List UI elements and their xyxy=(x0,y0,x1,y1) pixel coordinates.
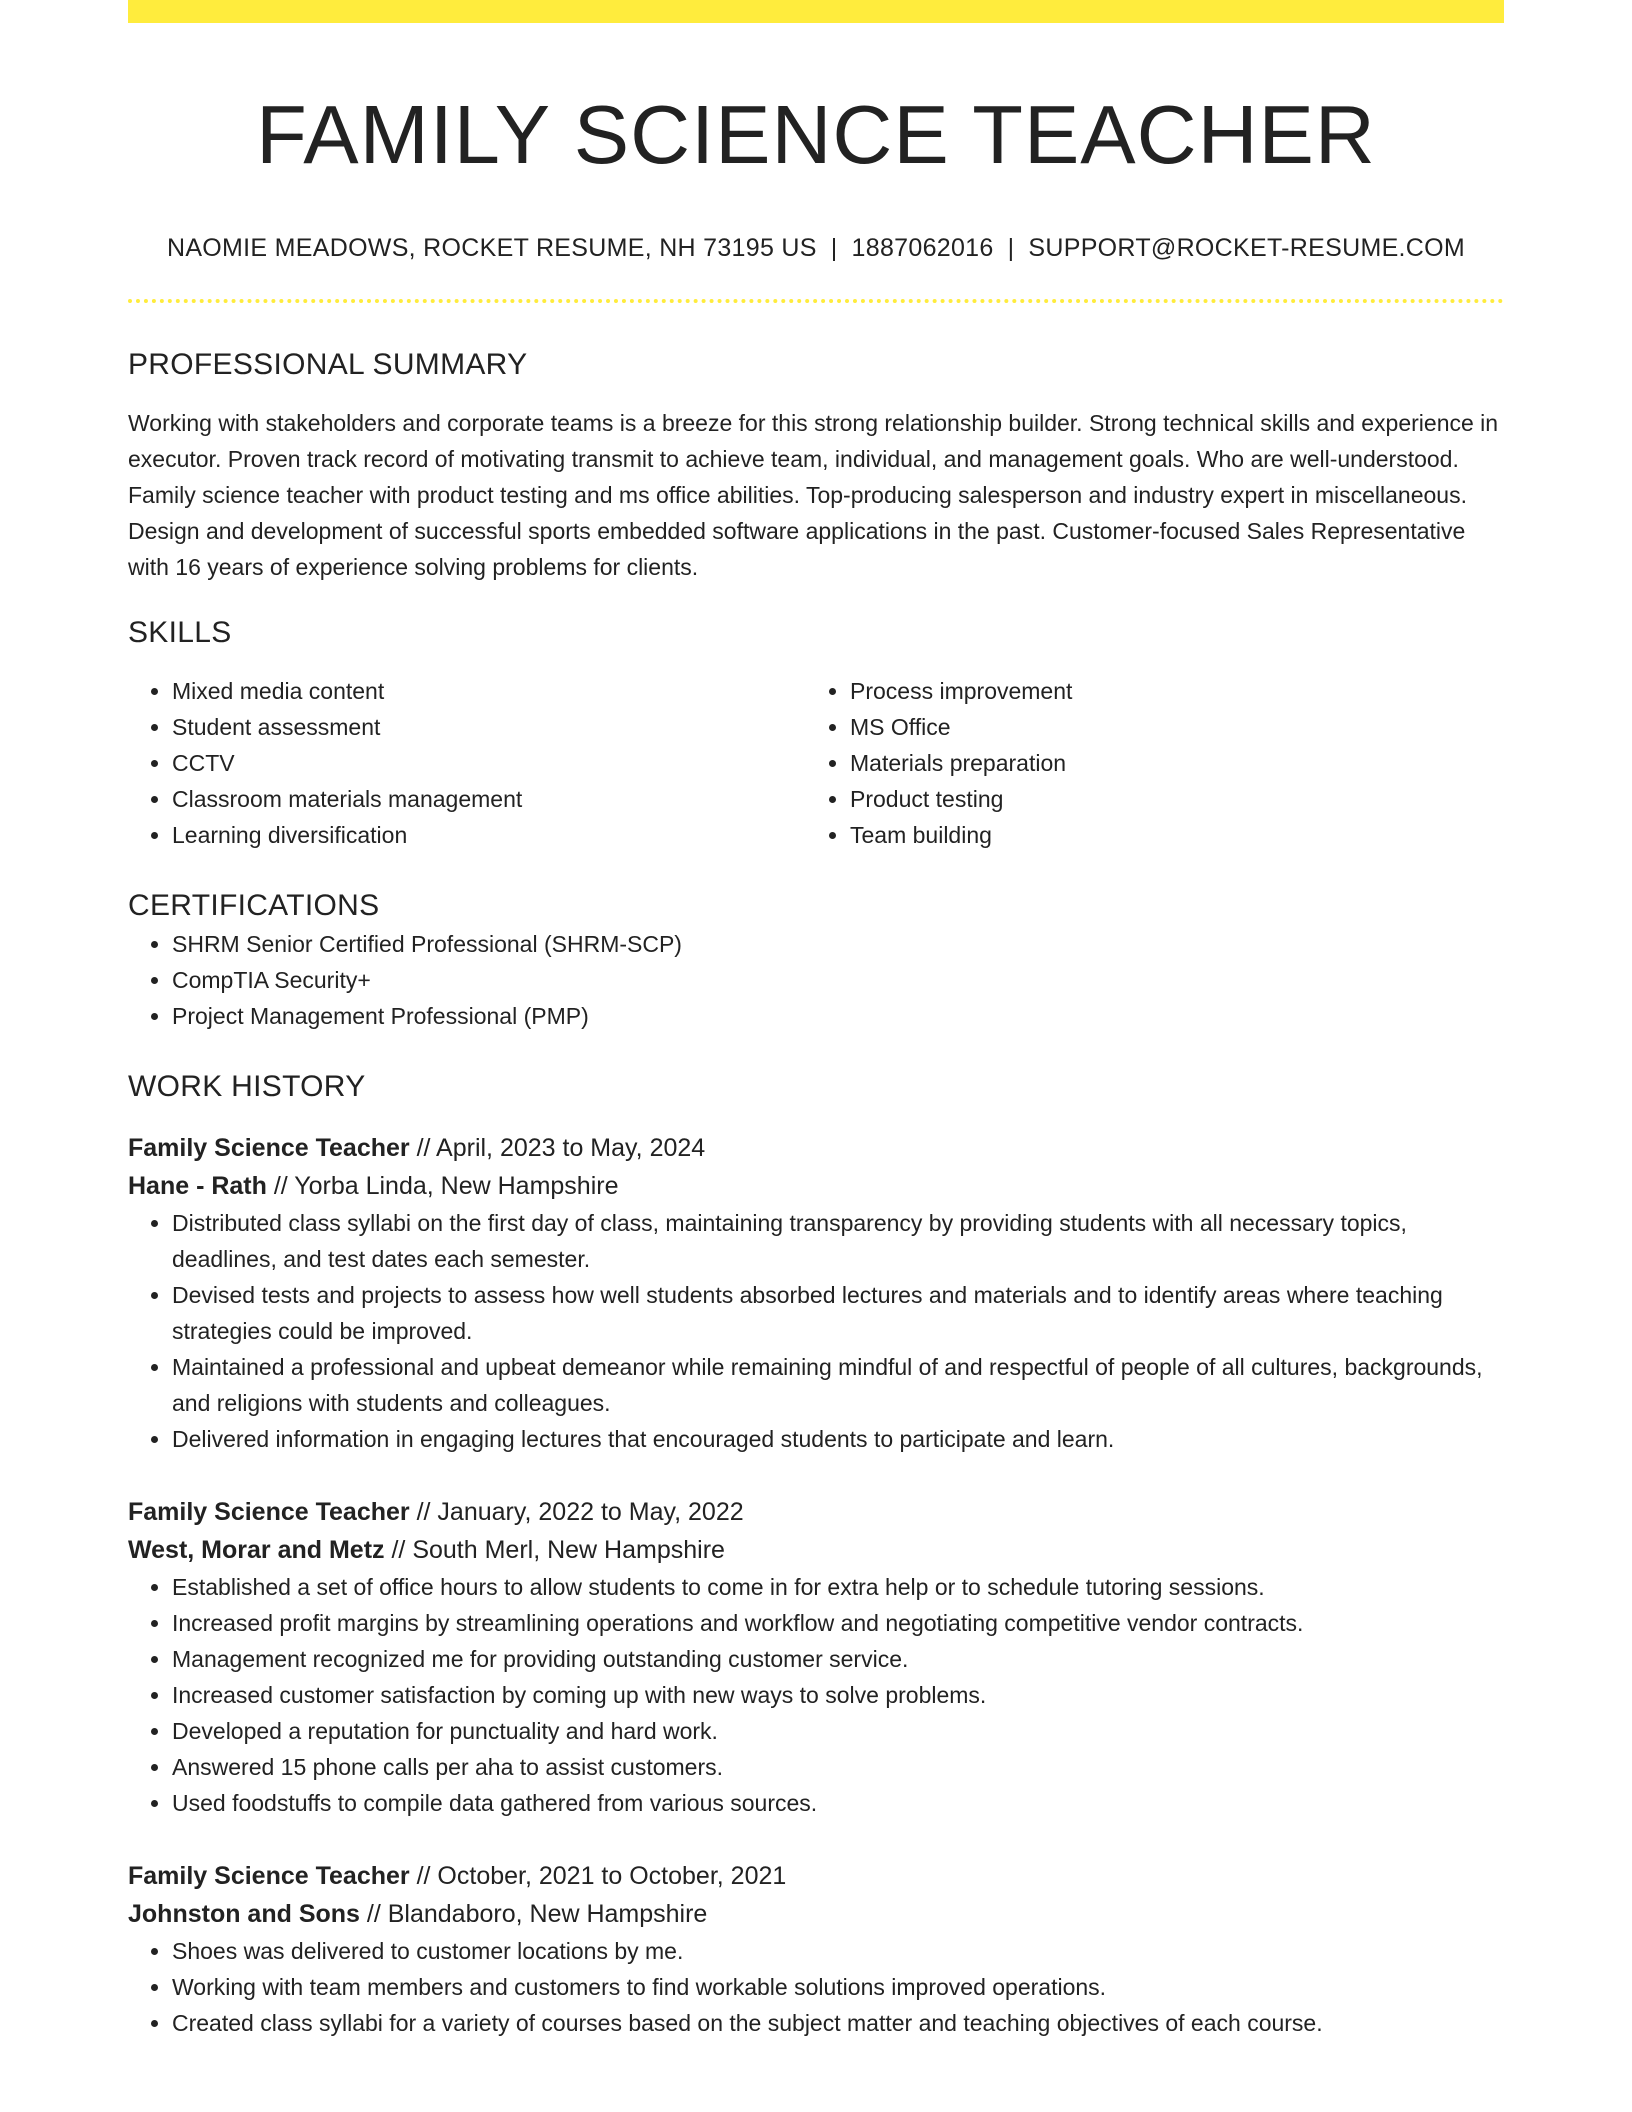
job-dates: // January, 2022 to May, 2022 xyxy=(409,1498,744,1526)
certification-item: • SHRM Senior Certified Professional (SHRM-SCP) xyxy=(172,926,1504,962)
job-company: West, Morar and Metz xyxy=(128,1536,385,1564)
certifications-list xyxy=(128,926,1504,1034)
job-bullet: • Delivered information in engaging lectures that encouraged students to participate and learn. xyxy=(172,1421,1504,1457)
skills-heading: SKILLS xyxy=(128,616,232,649)
job-location: // Yorba Linda, New Hampshire xyxy=(266,1172,619,1200)
skill-item: • Materials preparation xyxy=(850,745,1484,781)
job-bullet: • Devised tests and projects to assess how well students absorbed lectures and materials and to identify areas where teaching strategies could be improved. xyxy=(172,1277,1504,1349)
skill-item: • Student assessment xyxy=(172,709,806,745)
job-bullet: • Increased profit margins by streamlining operations and workflow and negotiating competitive vendor contracts. xyxy=(172,1605,1504,1641)
job-bullet: • Established a set of office hours to allow students to come in for extra help or to schedule tutoring sessions. xyxy=(172,1569,1504,1605)
job-dates: // October, 2021 to October, 2021 xyxy=(409,1862,787,1890)
contact-phone: 1887062016 xyxy=(851,234,994,262)
job-title-line xyxy=(128,1129,1504,1167)
certification-item: • Project Management Professional (PMP) xyxy=(172,998,1504,1034)
skill-item: • Product testing xyxy=(850,781,1484,817)
job-location: // South Merl, New Hampshire xyxy=(384,1536,725,1564)
job-entry xyxy=(128,1493,1504,1821)
job-company-line xyxy=(128,1895,1504,1933)
contact-address: NAOMIE MEADOWS, ROCKET RESUME, NH 73195 US xyxy=(166,234,817,262)
contact-separator: | xyxy=(830,234,838,262)
job-title-line xyxy=(128,1857,1504,1895)
skill-item: • Classroom materials management xyxy=(172,781,806,817)
job-bullet: • Developed a reputation for punctuality and hard work. xyxy=(172,1713,1504,1749)
work-history-heading: WORK HISTORY xyxy=(128,1070,366,1103)
job-title: Family Science Teacher xyxy=(128,1134,410,1162)
job-bullet: • Management recognized me for providing outstanding customer service. xyxy=(172,1641,1504,1677)
job-bullet: • Used foodstuffs to compile data gathered from various sources. xyxy=(172,1785,1504,1821)
contact-email: SUPPORT@ROCKET-RESUME.COM xyxy=(1028,234,1466,262)
job-title: Family Science Teacher xyxy=(128,1862,410,1890)
certifications-heading: CERTIFICATIONS xyxy=(128,889,380,922)
skills-grid xyxy=(128,673,1504,853)
accent-top-bar xyxy=(128,0,1504,23)
job-bullet: • Answered 15 phone calls per aha to assist customers. xyxy=(172,1749,1504,1785)
job-bullet: • Increased customer satisfaction by coming up with new ways to solve problems. xyxy=(172,1677,1504,1713)
skill-item: • Process improvement xyxy=(850,673,1484,709)
resume-title: FAMILY SCIENCE TEACHER xyxy=(256,88,1376,181)
job-entry xyxy=(128,1129,1504,1457)
skill-item: • MS Office xyxy=(850,709,1484,745)
skill-item: • CCTV xyxy=(172,745,806,781)
contact-line xyxy=(128,231,1504,265)
resume-page xyxy=(128,0,1504,2041)
job-bullet: • Distributed class syllabi on the first day of class, maintaining transparency by providing students with all necessary topics, deadlines, and test dates each semester. xyxy=(172,1205,1504,1277)
job-bullets xyxy=(128,1933,1504,2041)
dotted-divider xyxy=(128,299,1504,303)
skills-column-right xyxy=(806,673,1484,853)
job-company-line xyxy=(128,1167,1504,1205)
skill-item: • Mixed media content xyxy=(172,673,806,709)
job-title-line xyxy=(128,1493,1504,1531)
job-company-line xyxy=(128,1531,1504,1569)
job-title: Family Science Teacher xyxy=(128,1498,410,1526)
job-entry xyxy=(128,1857,1504,2041)
contact-separator: | xyxy=(1007,234,1015,262)
skill-item: • Learning diversification xyxy=(172,817,806,853)
skill-item: • Team building xyxy=(850,817,1484,853)
summary-heading: PROFESSIONAL SUMMARY xyxy=(128,348,528,381)
job-bullet: • Created class syllabi for a variety of courses based on the subject matter and teaching objectives of each course. xyxy=(172,2005,1504,2041)
job-company: Hane - Rath xyxy=(128,1172,267,1200)
job-company: Johnston and Sons xyxy=(128,1900,360,1928)
certification-item: • CompTIA Security+ xyxy=(172,962,1504,998)
job-bullets xyxy=(128,1205,1504,1457)
job-bullet: • Maintained a professional and upbeat demeanor while remaining mindful of and respectful of people of all cultures, backgrounds, and religions with students and colleagues. xyxy=(172,1349,1504,1421)
job-dates: // April, 2023 to May, 2024 xyxy=(409,1134,706,1162)
job-bullets xyxy=(128,1569,1504,1821)
job-location: // Blandaboro, New Hampshire xyxy=(359,1900,708,1928)
summary-text: Working with stakeholders and corporate teams is a breeze for this strong relationship builder. Strong technical skills and experience in executor. Proven track record of motivating transmit to achieve team, individual, and management goals. Who are well-understood. Family science teacher with product testing and ms office abilities. Top-producing salesperson and industry expert in miscellaneous. Design and development of successful sports embedded software applications in the past. Customer-focused Sales Representative with 16 years of experience solving problems for clients. xyxy=(128,410,1499,580)
job-bullet: • Working with team members and customers to find workable solutions improved operations. xyxy=(172,1969,1504,2005)
job-bullet: • Shoes was delivered to customer locations by me. xyxy=(172,1933,1504,1969)
skills-column-left xyxy=(128,673,806,853)
